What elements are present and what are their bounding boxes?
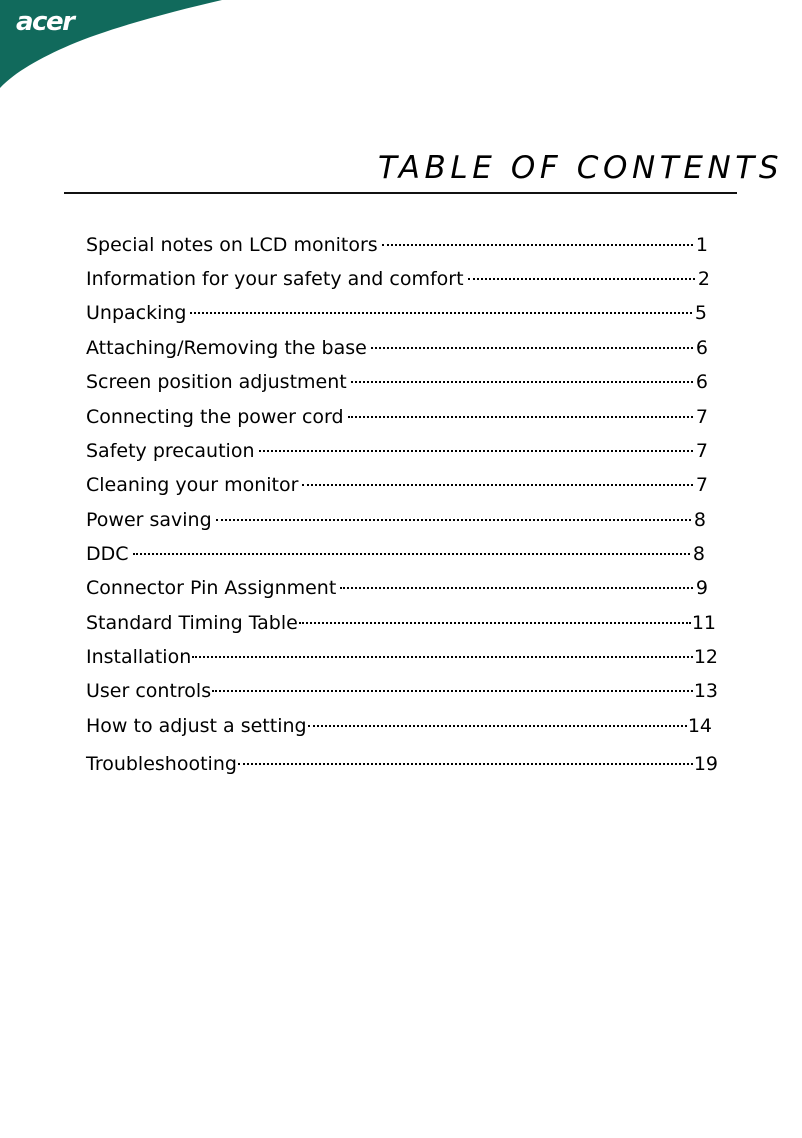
toc-entry-page: 7: [695, 406, 708, 428]
toc-entry-special-notes[interactable]: [86, 227, 708, 256]
toc-entry-connector-pin[interactable]: [86, 570, 708, 599]
toc-entry-page: 6: [695, 337, 708, 359]
toc-entry-label: Standard Timing Table: [86, 612, 298, 634]
toc-entry-standard-timing[interactable]: [86, 605, 716, 634]
toc-entry-label: Unpacking: [86, 302, 187, 324]
dot-leader: [348, 399, 693, 423]
toc-entry-label: Connecting the power cord: [86, 406, 344, 428]
toc-entry-page: 13: [693, 680, 718, 702]
toc-entry-label: Screen position adjustment: [86, 371, 347, 393]
toc-entry-unpacking[interactable]: [86, 295, 707, 324]
dot-leader: [382, 227, 693, 251]
toc-entry-page: 11: [691, 612, 716, 634]
toc-entry-installation[interactable]: [86, 639, 718, 668]
toc-entry-safety-precaution[interactable]: [86, 433, 708, 462]
title-divider: [64, 192, 737, 194]
toc-entry-label: How to adjust a setting: [86, 715, 307, 737]
toc-entry-page: 19: [693, 753, 718, 775]
toc-entry-adjust-setting[interactable]: [86, 708, 712, 737]
toc-entry-power-saving[interactable]: [86, 502, 706, 531]
toc-entry-page: 9: [695, 577, 708, 599]
toc-entry-page: 12: [693, 646, 718, 668]
dot-leader: [308, 708, 687, 732]
dot-leader: [238, 746, 693, 770]
toc-entry-attaching-base[interactable]: [86, 330, 708, 359]
toc-entry-label: Installation: [86, 646, 192, 668]
toc-entry-ddc[interactable]: [86, 536, 705, 565]
toc-entry-safety-comfort[interactable]: [86, 261, 710, 290]
toc-entry-label: Power saving: [86, 509, 212, 531]
dot-leader: [192, 639, 693, 663]
toc-entry-screen-position[interactable]: [86, 364, 708, 393]
toc-entry-label: Cleaning your monitor: [86, 474, 299, 496]
toc-entry-label: Attaching/Removing the base: [86, 337, 367, 359]
toc-entry-page: 5: [694, 302, 707, 324]
dot-leader: [133, 536, 690, 560]
toc-entry-label: User controls: [86, 680, 212, 702]
dot-leader: [190, 295, 691, 319]
toc-entry-label: Connector Pin Assignment: [86, 577, 337, 599]
toc-entry-page: 7: [695, 440, 708, 462]
toc-entry-power-cord[interactable]: [86, 399, 708, 428]
toc-entry-label: Safety precaution: [86, 440, 255, 462]
toc-entry-troubleshooting[interactable]: [86, 746, 718, 775]
toc-entry-user-controls[interactable]: [86, 673, 718, 702]
dot-leader: [351, 364, 693, 388]
dot-leader: [212, 673, 693, 697]
toc-entry-page: 8: [692, 543, 705, 565]
toc-entry-page: 6: [695, 371, 708, 393]
toc-entry-page: 14: [687, 715, 712, 737]
toc-entry-page: 8: [693, 509, 706, 531]
toc-entry-label: Information for your safety and comfort: [86, 268, 464, 290]
toc-entry-label: Troubleshooting: [86, 753, 237, 775]
toc-entry-page: 7: [695, 474, 708, 496]
toc-entry-page: 1: [695, 234, 708, 256]
dot-leader: [216, 502, 691, 526]
toc-entry-page: 2: [697, 268, 710, 290]
dot-leader: [468, 261, 695, 285]
dot-leader: [299, 605, 691, 629]
dot-leader: [302, 467, 692, 491]
acer-logo: acer: [16, 7, 74, 37]
dot-leader: [259, 433, 693, 457]
dot-leader: [371, 330, 693, 354]
toc-entry-label: DDC: [86, 543, 129, 565]
toc-entry-cleaning[interactable]: [86, 467, 708, 496]
dot-leader: [340, 570, 693, 594]
toc-entry-label: Special notes on LCD monitors: [86, 234, 378, 256]
page-title: TABLE OF CONTENTS: [378, 150, 784, 186]
